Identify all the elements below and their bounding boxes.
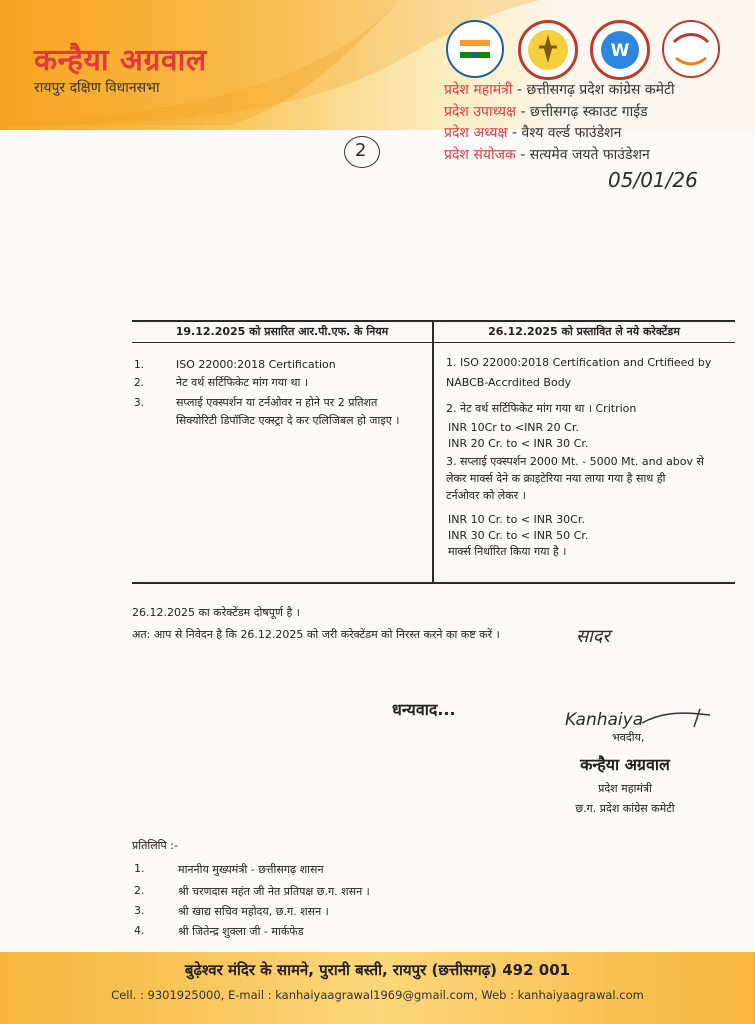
handwritten-date: 05/01/26 bbox=[608, 168, 698, 192]
logo-row bbox=[446, 20, 726, 70]
left-item-text: नेट वर्थ सर्टिफिकेट मांग गया था । bbox=[176, 376, 309, 389]
copy-number: 2. bbox=[134, 884, 145, 897]
right-line: लेकर मार्क्स देने क क्राइटेरिया नया लाया गया है साथ ही bbox=[446, 472, 666, 485]
post-row: प्रदेश उपाध्यक्ष - छत्तीसगढ़ स्काउट गाईड bbox=[444, 103, 648, 120]
left-item-text: सिक्योरिटी डिपॉजिट एक्स्ट्रा दे कर एलिजिबल हो जाइए । bbox=[176, 414, 400, 427]
left-column-header: 19.12.2025 को प्रसारित आर.पी.एफ. के नियम bbox=[175, 325, 389, 338]
post-row: प्रदेश संयोजक - सत्यमेव जयते फाउंडेशन bbox=[444, 146, 650, 163]
sender-name: कन्हैया अग्रवाल bbox=[34, 43, 207, 78]
post-row: प्रदेश अध्यक्ष - वैश्य वर्ल्ड फाउंडेशन bbox=[444, 125, 622, 141]
copy-text: श्री जितेन्द्र शुक्ला जी - मार्कफेड bbox=[178, 925, 304, 938]
right-line: NABCB-Accrdited Body bbox=[446, 376, 572, 389]
comparison-table bbox=[132, 320, 735, 586]
right-line: INR 10 Cr. to < INR 30Cr. bbox=[448, 513, 585, 526]
signer-name: कन्हैया अग्रवाल bbox=[580, 755, 670, 774]
copy-number: 4. bbox=[134, 924, 145, 937]
right-column-header: 26.12.2025 को प्रस्तावित ले नये करेक्टेंडम bbox=[488, 325, 680, 338]
copy-number: 3. bbox=[134, 904, 145, 917]
margin-note: सादर bbox=[576, 626, 610, 647]
thanks-text: धन्यवाद... bbox=[392, 700, 456, 719]
copy-text: श्री चरणदास महंत जी नेत प्रतिपक्ष छ.ग. शसन । bbox=[178, 885, 370, 898]
right-line: 3. सप्लाई एक्स्पर्शन 2000 Mt. - 5000 Mt. and abov से bbox=[446, 455, 704, 468]
copy-text: माननीय मुख्यमंत्री - छत्तीसगढ़ शासन bbox=[178, 863, 324, 876]
right-line: 2. नेट वर्थ सर्टिफिकेट मांग गया था । Critrion bbox=[446, 402, 637, 415]
footer-band bbox=[0, 952, 755, 1024]
table-column-divider bbox=[432, 320, 434, 584]
left-item-number: 1. bbox=[134, 359, 145, 371]
svg-text:W: W bbox=[610, 41, 630, 61]
footer-address: बुढ़ेश्वर मंदिर के सामने, पुरानी बस्ती, रायपुर (छत्तीसगढ़) 492 001 bbox=[184, 961, 571, 979]
right-line: 1. ISO 22000:2018 Certification and Crtifieed by bbox=[446, 356, 712, 369]
posts-list bbox=[444, 80, 675, 166]
left-item-number: 2. bbox=[134, 377, 145, 389]
right-line: मार्क्स निर्धारित किया गया है । bbox=[448, 545, 567, 558]
left-item-number: 3. bbox=[134, 397, 145, 409]
signature: Kanhaiya bbox=[565, 710, 644, 730]
left-item-text: सप्लाई एक्स्पर्शन या टर्नओवर न होने पर 2 प्रतिशत bbox=[176, 396, 378, 409]
vaishya-world-foundation-logo bbox=[590, 20, 650, 80]
copy-to-label: प्रतिलिपि :- bbox=[132, 839, 178, 852]
post-row: प्रदेश महामंत्री - छत्तीसगढ़ प्रदेश कांग्रेस कमेटी bbox=[444, 82, 675, 98]
yours-label: भवदीय, bbox=[612, 731, 645, 744]
congress-logo bbox=[446, 20, 504, 78]
sign-block bbox=[540, 730, 710, 816]
body-line-1: 26.12.2025 का करेक्टेंडम दोषपूर्ण है । bbox=[132, 606, 300, 619]
page-number: 2 bbox=[355, 140, 367, 161]
right-line: INR 20 Cr. to < INR 30 Cr. bbox=[448, 437, 589, 450]
signer-org: छ.ग. प्रदेश कांग्रेस कमेटी bbox=[575, 802, 675, 815]
footer-contact: Cell. : 9301925000, E-mail : kanhaiyaagrawal1969@gmail.com, Web : kanhaiyaagrawal.com bbox=[111, 988, 644, 1002]
copy-text: श्री खाद्य सचिव महोदय, छ.ग. शसन । bbox=[178, 905, 329, 918]
copy-number: 1. bbox=[134, 862, 145, 875]
right-line: INR 30 Cr. to < INR 50 Cr. bbox=[448, 529, 589, 542]
constituency: रायपुर दक्षिण विधानसभा bbox=[34, 80, 160, 96]
right-line: टर्नओवर को लेकर । bbox=[446, 489, 526, 502]
scout-guide-logo bbox=[518, 20, 578, 80]
right-line: INR 10Cr to <INR 20 Cr. bbox=[448, 421, 579, 434]
satyamev-jayate-logo bbox=[662, 20, 720, 78]
signature-flourish bbox=[640, 705, 720, 731]
left-item-text: ISO 22000:2018 Certification bbox=[176, 358, 336, 371]
signer-title: प्रदेश महामंत्री bbox=[598, 782, 652, 795]
body-line-2: अत: आप से निवेदन है कि 26.12.2025 को जरी करेक्टेंडम को निरस्त करने का कष्ट करें । bbox=[132, 628, 500, 641]
